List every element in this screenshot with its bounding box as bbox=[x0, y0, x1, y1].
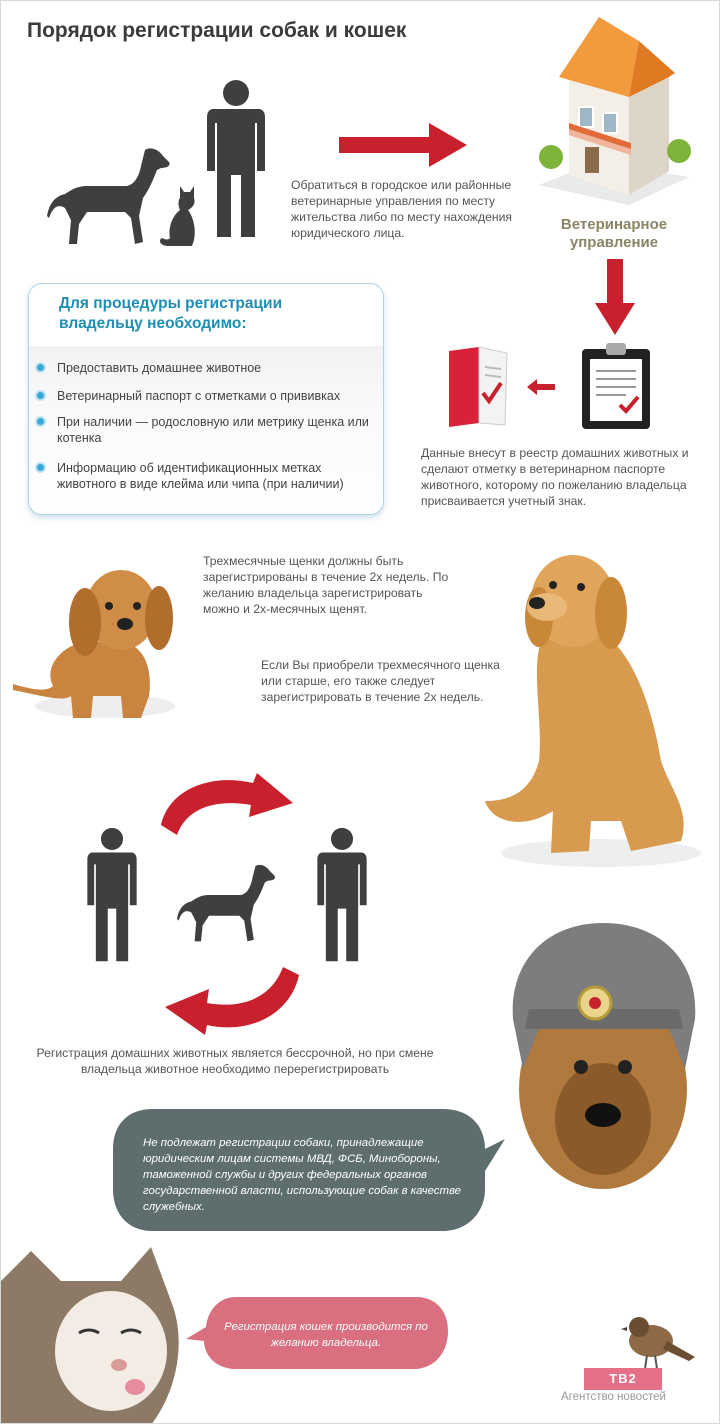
list-item bbox=[57, 460, 377, 492]
arrow-right-icon bbox=[339, 123, 467, 167]
cat-photo-icon bbox=[1, 1241, 181, 1424]
bullet-icon bbox=[37, 464, 44, 471]
cycle-arrow-top-icon bbox=[161, 773, 301, 837]
vet-label: Ветеринарное управление bbox=[560, 216, 668, 251]
sparrow-icon bbox=[623, 1313, 695, 1371]
reregister-text: Регистрация домашних животных является бессрочной, но при смене владельца животное необходимо перерегистрировать bbox=[36, 1046, 434, 1076]
cats-text: Регистрация кошек производится по желанию владельца. bbox=[224, 1321, 428, 1349]
step1-text: Обратиться в городское или районные ветеринарные управления по месту жительства либо по месту нахождения юридического лица. bbox=[291, 178, 512, 240]
dog-ushanka-icon bbox=[499, 919, 709, 1211]
bullet-icon bbox=[37, 364, 44, 371]
person-silhouette-icon bbox=[205, 79, 267, 239]
clipboard-icon bbox=[582, 343, 650, 429]
panel-title: Для процедуры регистрации владельцу необходимо: bbox=[59, 295, 283, 332]
page-title: Порядок регистрации собак и кошек bbox=[27, 19, 407, 42]
puppy-text: Трехмесячные щенки должны быть зарегистрированы в течение 2х недель. По желанию владельца зарегистрировать можно и 2х-месячных щенят. bbox=[203, 554, 449, 616]
passport-icon bbox=[449, 347, 509, 427]
cycle-arrow-bottom-icon bbox=[159, 965, 299, 1035]
person-right-icon bbox=[315, 827, 369, 963]
golden-retriever-icon bbox=[481, 541, 711, 871]
bullet-icon bbox=[37, 418, 44, 425]
list-item-text: Ветеринарный паспорт с отметками о прививках bbox=[57, 389, 341, 403]
list-item bbox=[57, 360, 377, 376]
list-item bbox=[57, 388, 377, 404]
agency-label: Агентство новостей bbox=[561, 1391, 666, 1403]
person-left-icon bbox=[85, 827, 139, 963]
service-dogs-text: Не подлежат регистрации собаки, принадлежащие юридическим лицам системы МВД, ФСБ, Минобороны, таможенной службы и других федеральных органов государственной власти, использующие собак в качестве служебных. bbox=[143, 1137, 462, 1213]
tv2-logo[interactable]: ТВ2 bbox=[584, 1368, 662, 1390]
vet-building-icon bbox=[529, 15, 697, 211]
list-item-text: При наличии — родословную или метрику щенка или котенка bbox=[57, 415, 369, 445]
cat-silhouette-icon bbox=[158, 184, 198, 250]
list-item bbox=[57, 414, 377, 446]
registry-text: Данные внесут в реестр домашних животных и сделают отметку в ветеринарном паспорте животного, которому по пожеланию владельца присваивается учетный знак. bbox=[421, 446, 689, 508]
arrow-down-icon bbox=[595, 259, 635, 335]
list-item-text: Предоставить домашнее животное bbox=[57, 361, 262, 375]
dog-silhouette-icon bbox=[47, 146, 172, 246]
list-item-text: Информацию об идентификационных метках животного в виде клейма или чипа (при наличии) bbox=[57, 461, 344, 491]
arrow-left-icon bbox=[527, 379, 555, 395]
puppy-icon bbox=[13, 556, 183, 724]
requirements-panel bbox=[28, 283, 384, 515]
dog-center-icon bbox=[177, 861, 277, 945]
bullet-icon bbox=[37, 392, 44, 399]
older-puppy-text: Если Вы приобрели трехмесячного щенка или старше, его также следует зарегистрировать в течение 2х недель. bbox=[261, 658, 500, 704]
